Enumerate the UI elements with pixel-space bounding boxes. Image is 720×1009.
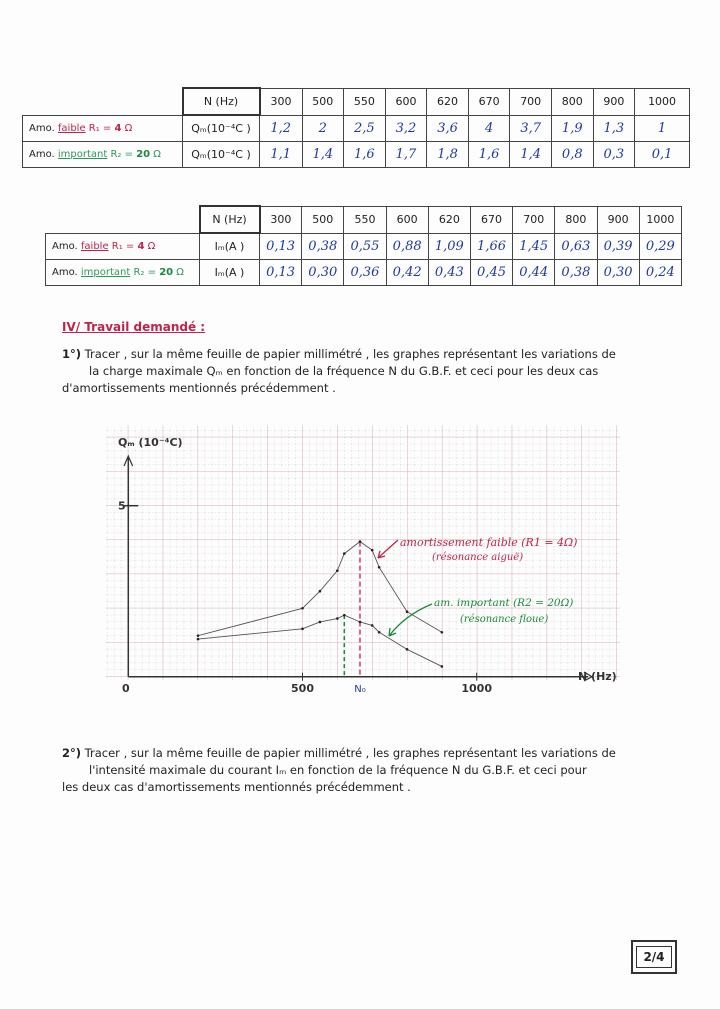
value-cell: 0,30 xyxy=(302,260,344,286)
value-cell: 3,6 xyxy=(427,115,469,142)
freq-cell: 600 xyxy=(385,88,427,115)
question-number: 2°) xyxy=(62,746,82,760)
data-point xyxy=(319,621,322,624)
y-tick-label: 5 xyxy=(118,499,126,513)
data-point xyxy=(301,607,304,610)
freq-cell: 800 xyxy=(555,206,597,233)
value-cell: 1,4 xyxy=(510,142,552,168)
value-cell: 0,45 xyxy=(470,260,512,286)
freq-header: N (Hz) xyxy=(200,206,260,233)
data-point xyxy=(371,624,374,627)
value-cell: 0,1 xyxy=(635,142,690,168)
data-point xyxy=(406,648,409,651)
data-point xyxy=(441,665,444,668)
origin-label: 0 xyxy=(122,682,130,695)
row-label: Amo. faible R₁ = 4 Ω xyxy=(23,115,183,142)
page-number xyxy=(631,940,677,974)
value-cell: 0,13 xyxy=(260,233,302,260)
y-axis-label: Qₘ (10⁻⁴C) xyxy=(118,436,183,449)
freq-cell: 500 xyxy=(302,206,344,233)
data-point xyxy=(197,634,200,637)
data-point xyxy=(371,549,374,552)
annotation-important: am. important (R2 = 20Ω) xyxy=(434,597,574,609)
value-cell: 1,1 xyxy=(260,142,303,168)
row-label: Amo. faible R₁ = 4 Ω xyxy=(46,233,200,260)
quantity-cell: Qₘ(10⁻⁴C ) xyxy=(183,142,260,168)
quantity-cell: Qₘ(10⁻⁴C ) xyxy=(183,115,260,142)
value-cell: 1,8 xyxy=(427,142,469,168)
data-point xyxy=(441,631,444,634)
value-cell: 1,2 xyxy=(260,115,303,142)
freq-cell: 670 xyxy=(468,88,510,115)
data-point xyxy=(359,621,362,624)
value-cell: 0,39 xyxy=(597,233,639,260)
freq-cell: 300 xyxy=(260,88,303,115)
value-cell: 4 xyxy=(468,115,510,142)
value-cell: 0,38 xyxy=(555,260,597,286)
quantity-cell: Iₘ(A ) xyxy=(200,260,260,286)
question-line: Tracer , sur la même feuille de papier millimétré , les graphes représentant les variations de xyxy=(84,746,616,760)
data-point xyxy=(343,614,346,617)
value-cell: 0,8 xyxy=(551,142,593,168)
question-line: les deux cas d'amortissements mentionnés précédemment . xyxy=(62,780,411,794)
value-cell: 1,09 xyxy=(428,233,470,260)
freq-cell: 620 xyxy=(428,206,470,233)
value-cell: 0,30 xyxy=(597,260,639,286)
freq-cell: 800 xyxy=(551,88,593,115)
freq-cell: 300 xyxy=(260,206,302,233)
value-cell: 3,2 xyxy=(385,115,427,142)
row-label: Amo. important R₂ = 20 Ω xyxy=(46,260,200,286)
value-cell: 2,5 xyxy=(344,115,386,142)
row-label: Amo. important R₂ = 20 Ω xyxy=(23,142,183,168)
freq-cell: 670 xyxy=(470,206,512,233)
value-cell: 1,7 xyxy=(385,142,427,168)
value-cell: 1,66 xyxy=(470,233,512,260)
value-cell: 1,4 xyxy=(302,142,344,168)
data-point xyxy=(336,617,339,620)
value-cell: 1,6 xyxy=(344,142,386,168)
freq-cell: 550 xyxy=(344,206,386,233)
x-tick-label: 500 xyxy=(291,682,314,695)
data-point xyxy=(319,590,322,593)
annotation-faible: amortissement faible (R1 = 4Ω) xyxy=(400,536,578,549)
value-cell: 0,55 xyxy=(344,233,386,260)
data-point xyxy=(378,566,381,569)
value-cell: 0,88 xyxy=(386,233,428,260)
annotation-important-note: (résonance floue) xyxy=(460,614,549,625)
freq-cell: 600 xyxy=(386,206,428,233)
freq-cell: 1000 xyxy=(639,206,681,233)
value-cell: 0,63 xyxy=(555,233,597,260)
freq-cell: 500 xyxy=(302,88,344,115)
freq-cell: 900 xyxy=(597,206,639,233)
value-cell: 0,42 xyxy=(386,260,428,286)
value-cell: 0,13 xyxy=(260,260,302,286)
value-cell: 0,43 xyxy=(428,260,470,286)
value-cell: 0,36 xyxy=(344,260,386,286)
value-cell: 0,24 xyxy=(639,260,681,286)
freq-cell: 700 xyxy=(510,88,552,115)
data-point xyxy=(343,552,346,555)
value-cell: 0,29 xyxy=(639,233,681,260)
value-cell: 0,38 xyxy=(302,233,344,260)
freq-cell: 620 xyxy=(427,88,469,115)
freq-header: N (Hz) xyxy=(183,88,260,115)
value-cell: 1 xyxy=(635,115,690,142)
question-line: Tracer , sur la même feuille de papier millimétré , les graphes représentant les variations de xyxy=(84,347,616,361)
freq-cell: 550 xyxy=(344,88,386,115)
question-2 xyxy=(62,745,657,796)
annotation-faible-note: (résonance aiguë) xyxy=(432,552,524,563)
question-line: l'intensité maximale du courant Iₘ en fonction de la fréquence N du G.B.F. et ceci pour xyxy=(89,763,587,777)
question-line: la charge maximale Qₘ en fonction de la fréquence N du G.B.F. et ceci pour les deux cas xyxy=(89,364,599,378)
question-number: 1°) xyxy=(62,347,82,361)
quantity-cell: Iₘ(A ) xyxy=(200,233,260,260)
data-point xyxy=(406,610,409,613)
section-title: IV/ Travail demandé : xyxy=(62,320,206,334)
value-cell: 2 xyxy=(302,115,344,142)
x-axis-label: N (Hz) xyxy=(578,670,617,683)
freq-cell: 900 xyxy=(593,88,635,115)
data-point xyxy=(359,540,362,543)
data-point xyxy=(378,631,381,634)
data-point xyxy=(301,628,304,631)
question-line: d'amortissements mentionnés précédemment . xyxy=(62,381,336,395)
page-number-text: 2/4 xyxy=(636,946,671,968)
value-cell: 1,6 xyxy=(468,142,510,168)
value-cell: 3,7 xyxy=(510,115,552,142)
value-cell: 1,45 xyxy=(513,233,555,260)
value-cell: 1,3 xyxy=(593,115,635,142)
value-cell: 1,9 xyxy=(551,115,593,142)
data-point xyxy=(336,569,339,572)
value-cell: 0,44 xyxy=(513,260,555,286)
n0-label: N₀ xyxy=(354,684,366,695)
graph-paper-major xyxy=(106,425,620,680)
value-cell: 0,3 xyxy=(593,142,635,168)
freq-cell: 1000 xyxy=(635,88,690,115)
x-tick-label: 1000 xyxy=(461,682,493,695)
freq-cell: 700 xyxy=(513,206,555,233)
data-point xyxy=(197,638,200,641)
